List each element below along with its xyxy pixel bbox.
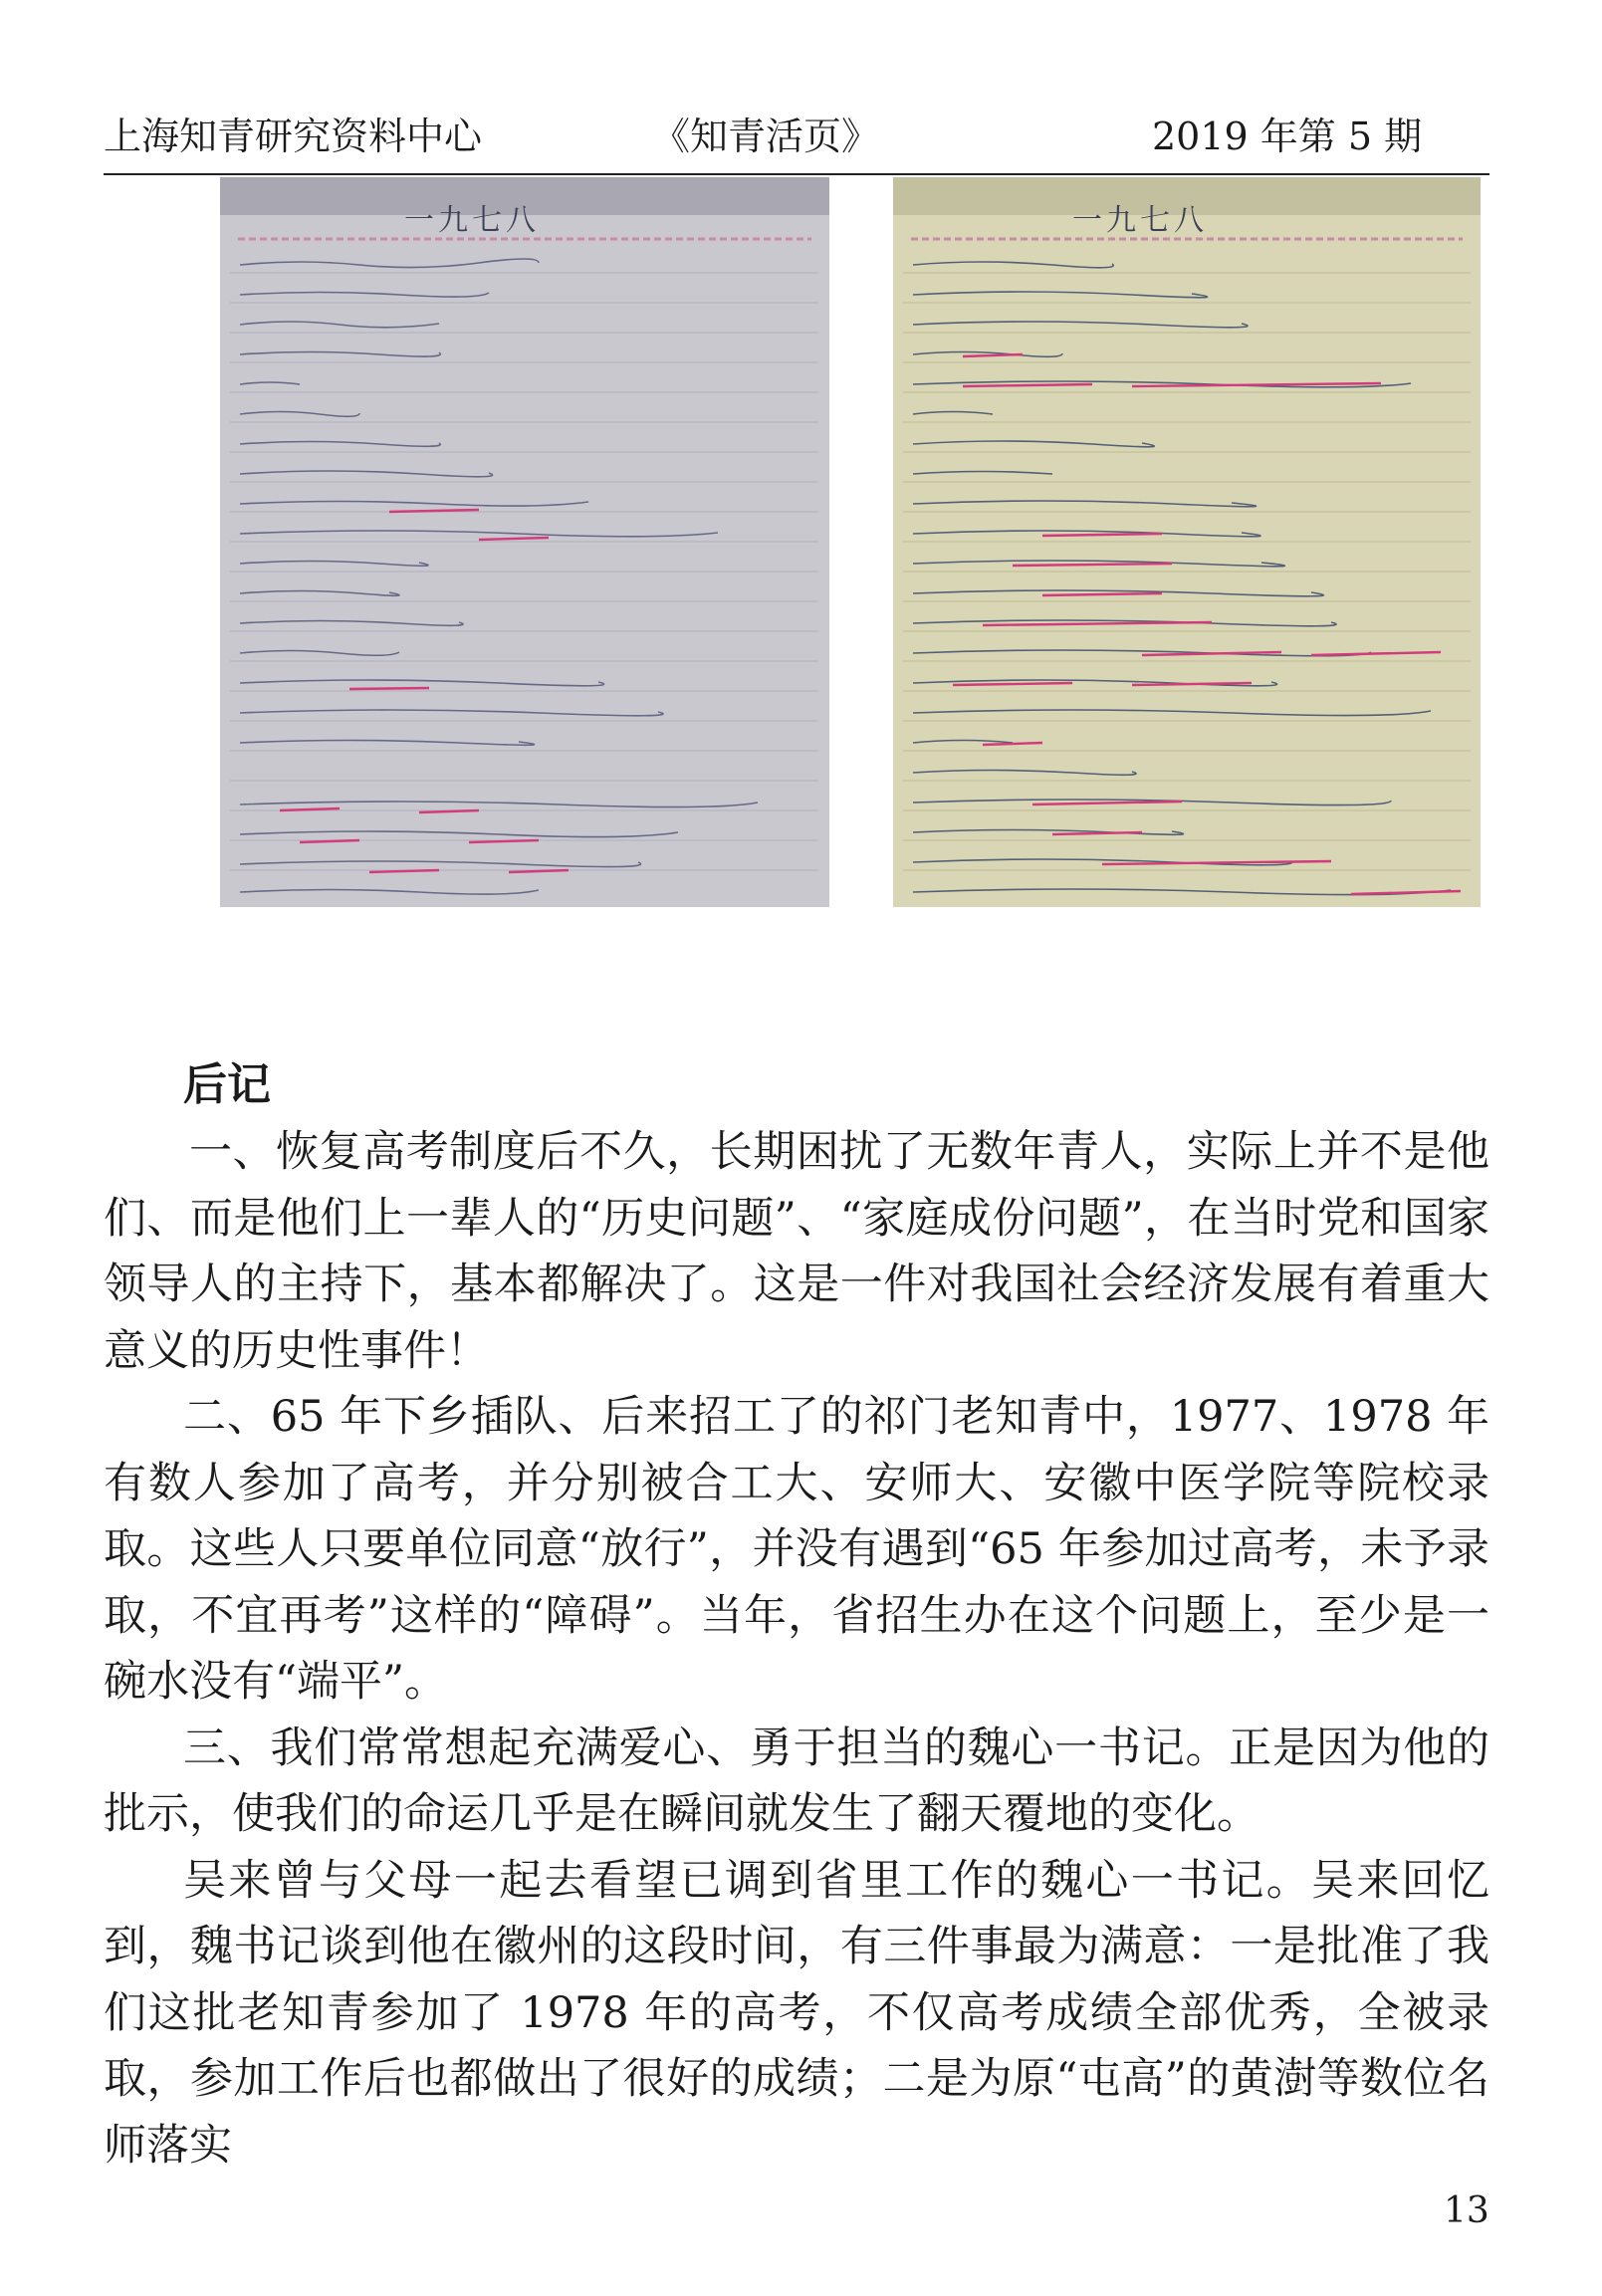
header-publisher: 上海知青研究资料中心 bbox=[104, 115, 483, 158]
notebook-heading-right: 一九七八 bbox=[1072, 203, 1208, 238]
afterword-title: 后记 bbox=[183, 1059, 271, 1110]
afterword-paragraph-1: 一、恢复高考制度后不久，长期困扰了无数年青人，实际上并不是他们、而是他们上一辈人的“历史问题”、“家庭成份问题”，在当时党和国家领导人的主持下，基本都解决了。这是一件对我国社会经济发展有着重大意义的历史性事件！ bbox=[104, 1127, 1489, 1376]
afterword-paragraph-2: 二、65 年下乡插队、后来招工了的祁门老知青中，1977、1978 年有数人参加了高考，并分别被合工大、安师大、安徽中医学院等院校录取。这些人只要单位同意“放行”，并没有遇到“65 年参加过高考，未予录取，不宜再考”这样的“障碍”。当年，省招生办在这个问题上，至少是一碗水没有“端平”。 bbox=[104, 1392, 1489, 1707]
afterword-paragraph-4: 吴来曾与父母一起去看望已调到省里工作的魏心一书记。吴来回忆到，魏书记谈到他在徽州的这段时间，有三件事最为满意：一是批准了我们这批老知青参加了 1978 年的高考，不仅高考成绩全部优秀，全被录取，参加工作后也都做出了很好的成绩；二是为原“屯高”的黄澍等数位名师落实 bbox=[104, 1855, 1489, 2171]
notebook-heading-left: 一九七八 bbox=[404, 203, 540, 238]
notebook-photo-right bbox=[893, 177, 1481, 907]
header-divider bbox=[104, 173, 1489, 175]
notebook-photo-left bbox=[220, 177, 829, 907]
notebook-page-right-image bbox=[893, 177, 1481, 907]
header-issue: 2019 年第 5 期 bbox=[1152, 115, 1423, 158]
notebook-page-left-image bbox=[220, 177, 829, 907]
page-number: 13 bbox=[1444, 2190, 1489, 2231]
afterword-body bbox=[104, 1119, 1489, 2179]
header-journal-title: 《知青活页》 bbox=[652, 115, 880, 158]
afterword-paragraph-3: 三、我们常常想起充满爱心、勇于担当的魏心一书记。正是因为他的批示，使我们的命运几乎是在瞬间就发生了翻天覆地的变化。 bbox=[104, 1722, 1489, 1839]
